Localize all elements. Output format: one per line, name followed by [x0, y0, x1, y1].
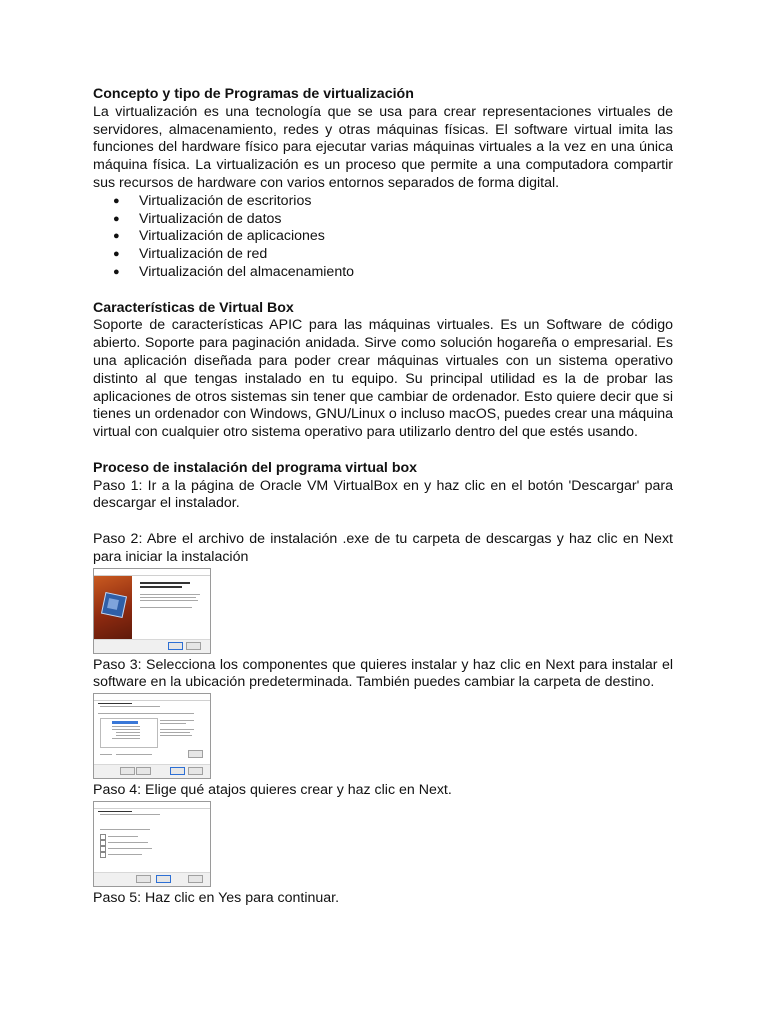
- bullet-list-virtualizacion-types: [93, 193, 673, 282]
- step-4-text: Paso 4: Elige qué atajos quieres crear y haz clic en Next.: [93, 782, 452, 799]
- screenshot-shortcuts: [93, 801, 211, 887]
- section-heading-virtualbox: Características de Virtual Box: [93, 299, 294, 316]
- list-item: ● Virtualización de aplicaciones: [93, 228, 673, 246]
- list-item: ● Virtualización de escritorios: [93, 193, 673, 211]
- paragraph-virtualbox: Soporte de características APIC para las máquinas virtuales. Es un Software de código abierto. Soporte para paginación anidada. Sirve como solución hogareña o empresarial. Es una aplicación diseñada para poder crear máquinas virtuales con un sistema operativo distinto al que tengas instalado en tu equipo. Su principal utilidad es la de probar las aplicaciones de otros sistemas sin tener que cambiar de ordenador. Esto quiere decir que si tienes un ordenador con Windows, GNU/Linux o incluso macOS, puedes crear una máquina virtual con cualquier otro sistema operativo para utilizarlo dentro del que estés usando.: [93, 317, 673, 441]
- list-item: ● Virtualización de red: [93, 246, 673, 264]
- virtualbox-logo-icon: [94, 576, 132, 640]
- step-1-text: Paso 1: Ir a la página de Oracle VM VirtualBox en y haz clic en el botón 'Descargar' para descargar el instalador.: [93, 477, 673, 512]
- section-heading-instalacion: Proceso de instalación del programa virtual box: [93, 459, 418, 476]
- step-5-text: Paso 5: Haz clic en Yes para continuar.: [93, 889, 340, 906]
- step-2-text: Paso 2: Abre el archivo de instalación .exe de tu carpeta de descargas y haz clic en Next para iniciar la instalación: [93, 530, 673, 565]
- list-item: ● Virtualización del almacenamiento: [93, 264, 673, 282]
- list-item: ● Virtualización de datos: [93, 211, 673, 229]
- screenshot-welcome-wizard: [93, 568, 211, 654]
- document-page: [93, 86, 673, 908]
- screenshot-custom-setup: [93, 693, 211, 779]
- section-heading-virtualizacion: Concepto y tipo de Programas de virtualización: [93, 86, 414, 102]
- step-3-text: Paso 3: Selecciona los componentes que quieres instalar y haz clic en Next para instalar el software en la ubicación predeterminada. También puedes cambiar la carpeta de destino.: [93, 656, 673, 691]
- paragraph-virtualizacion: La virtualización es una tecnología que se usa para crear representaciones virtuales de servidores, almacenamiento, redes y otras máquinas físicas. El software virtual imita las funciones del hardware físico para ejecutar varias máquinas virtuales a la vez en una única máquina física. La virtualización es un proceso que permite a una computadora compartir sus recursos de hardware con varios entornos separados de forma digital.: [93, 103, 673, 191]
